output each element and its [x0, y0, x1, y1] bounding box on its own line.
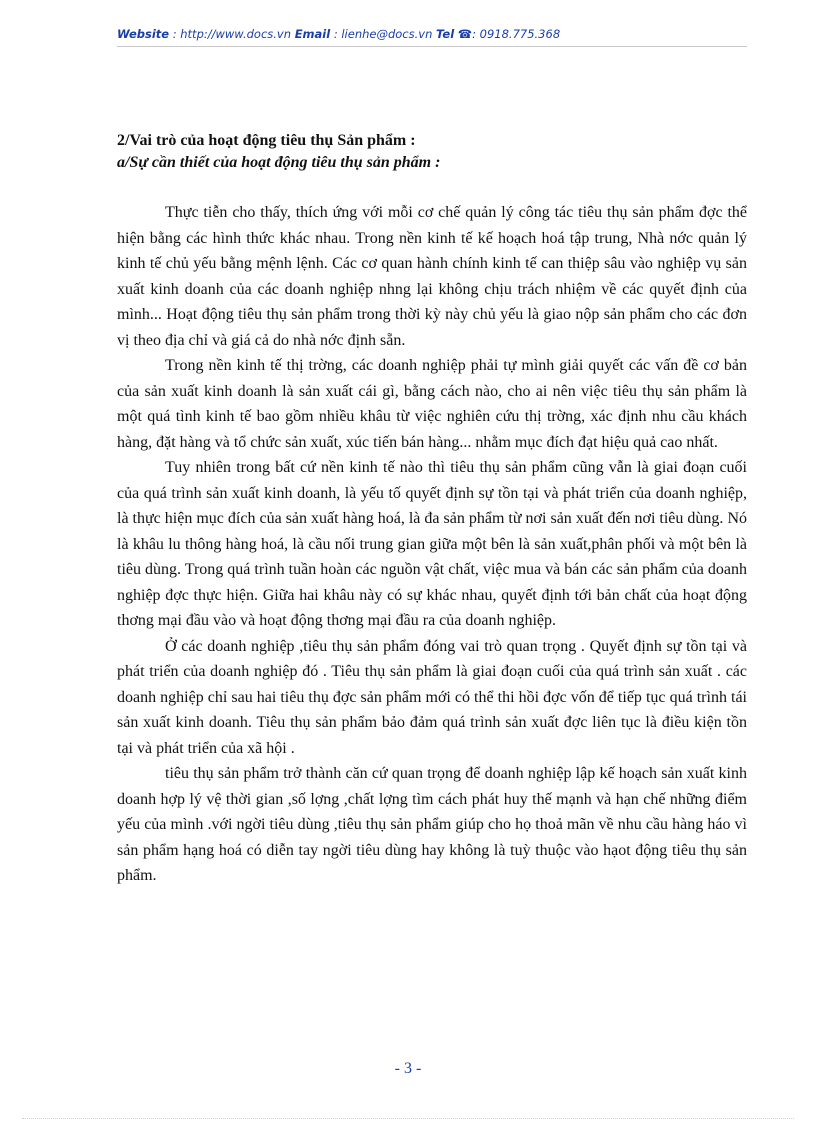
website-url[interactable]: : http://www.docs.vn [169, 27, 295, 41]
paragraph: Tuy nhiên trong bất cứ nền kinh tế nào thì tiêu thụ sản phẩm cũng vẫn là giai đoạn cuối của quá trình sản xuất kinh doanh, là yếu tố quyết định sự tồn tại và phát triển của doanh nghiệp, là thực hiện mục đích của sản xuất hàng hoá, là đa sản phẩm từ nơi sản xuất đến nơi tiêu dùng. Nó là khâu lu thông hàng hoá, là cầu nối trung gian giữa một bên là sản xuất,phân phối và một bên là tiêu dùng. Trong quá trình tuần hoàn các nguồn vật chất, việc mua và bán các sản phẩm của doanh nghiệp đợc thực hiện. Giữa hai khâu này có sự khác nhau, quyết định tới bản chất của hoạt động thơng mại đầu vào và hoạt động thơng mại đầu ra của doanh nghiệp. [117, 459, 747, 629]
page-content [117, 130, 747, 889]
header-divider [117, 46, 747, 47]
page-header [117, 27, 560, 41]
page-bottom-border [22, 1118, 794, 1119]
body-text [117, 200, 747, 889]
tel-label: Tel [436, 27, 455, 41]
paragraph: Trong nền kinh tế thị trờng, các doanh nghiệp phải tự mình giải quyết các vấn đề cơ bản của sản xuất kinh doanh là sản xuất cái gì, bằng cách nào, cho ai nên việc tiêu thụ sản phẩm là một quá tình kinh tế bao gồm nhiều khâu từ việc nghiên cứu thị trờng, xác định nhu cầu khách hàng, đặt hàng và tổ chức sản xuất, xúc tiến bán hàng... nhằm mục đích đạt hiệu quả cao nhất. [117, 357, 747, 451]
section-title: 2/Vai trò của hoạt động tiêu thụ Sản phẩm : [117, 132, 416, 149]
website-label: Website [117, 27, 170, 41]
email-address[interactable]: : lienhe@docs.vn [330, 27, 437, 41]
paragraph: Thực tiễn cho thấy, thích ứng với mỗi cơ chế quản lý công tác tiêu thụ sản phẩm đợc thể hiện bằng các hình thức khác nhau. Trong nền kinh tế kế hoạch hoá tập trung, Nhà nớc quản lý kinh tế chủ yếu bằng mệnh lệnh. Các cơ quan hành chính kinh tế can thiệp sâu vào nghiệp vụ sản xuất kinh doanh của các doanh nghiệp nhng lại không chịu trách nhiệm về các quyết định của mình... Hoạt động tiêu thụ sản phẩm trong thời kỳ này chủ yếu là giao nộp sản phẩm cho các đơn vị theo địa chỉ và giá cả do nhà nớc định sẵn. [117, 204, 747, 349]
tel-number: : 0918.775.368 [472, 27, 561, 41]
email-label: Email [294, 27, 331, 41]
page-number: - 3 - [394, 1060, 422, 1077]
phone-icon: ☎ [457, 27, 473, 41]
paragraph: tiêu thụ sản phẩm trở thành căn cứ quan trọng để doanh nghiệp lập kế hoạch sản xuất kinh doanh hợp lý vệ thời gian ,số lợng ,chất lợng tìm cách phát huy thế mạnh và hạn chế những điểm yếu của mình .với ngời tiêu dùng ,tiêu thụ sản phẩm giúp cho họ thoả mãn về nhu cầu hàng háo vì sản phẩm hạng hoá có diễn tay ngời tiêu dùng hay không là tuỳ thuộc vào hạot động tiêu thụ sản phẩm. [117, 765, 747, 884]
section-subtitle: a/Sự cần thiết của hoạt động tiêu thụ sản phẩm : [117, 154, 441, 171]
paragraph: Ở các doanh nghiệp ,tiêu thụ sản phẩm đóng vai trò quan trọng . Quyết định sự tồn tại và phát triển của doanh nghiệp đó . Tiêu thụ sản phẩm là giai đoạn cuối của quá trình sản xuất . các doanh nghiệp chỉ sau hai tiêu thụ đợc sản phẩm mới có thể thi hồi đợc vốn để tiếp tục quá trình tái sản xuất kinh doanh. Tiêu thụ sản phẩm bảo đảm quá trình sản xuất đợc liên tục là điều kiện tồn tại và phát triển của xã hội . [117, 637, 747, 757]
